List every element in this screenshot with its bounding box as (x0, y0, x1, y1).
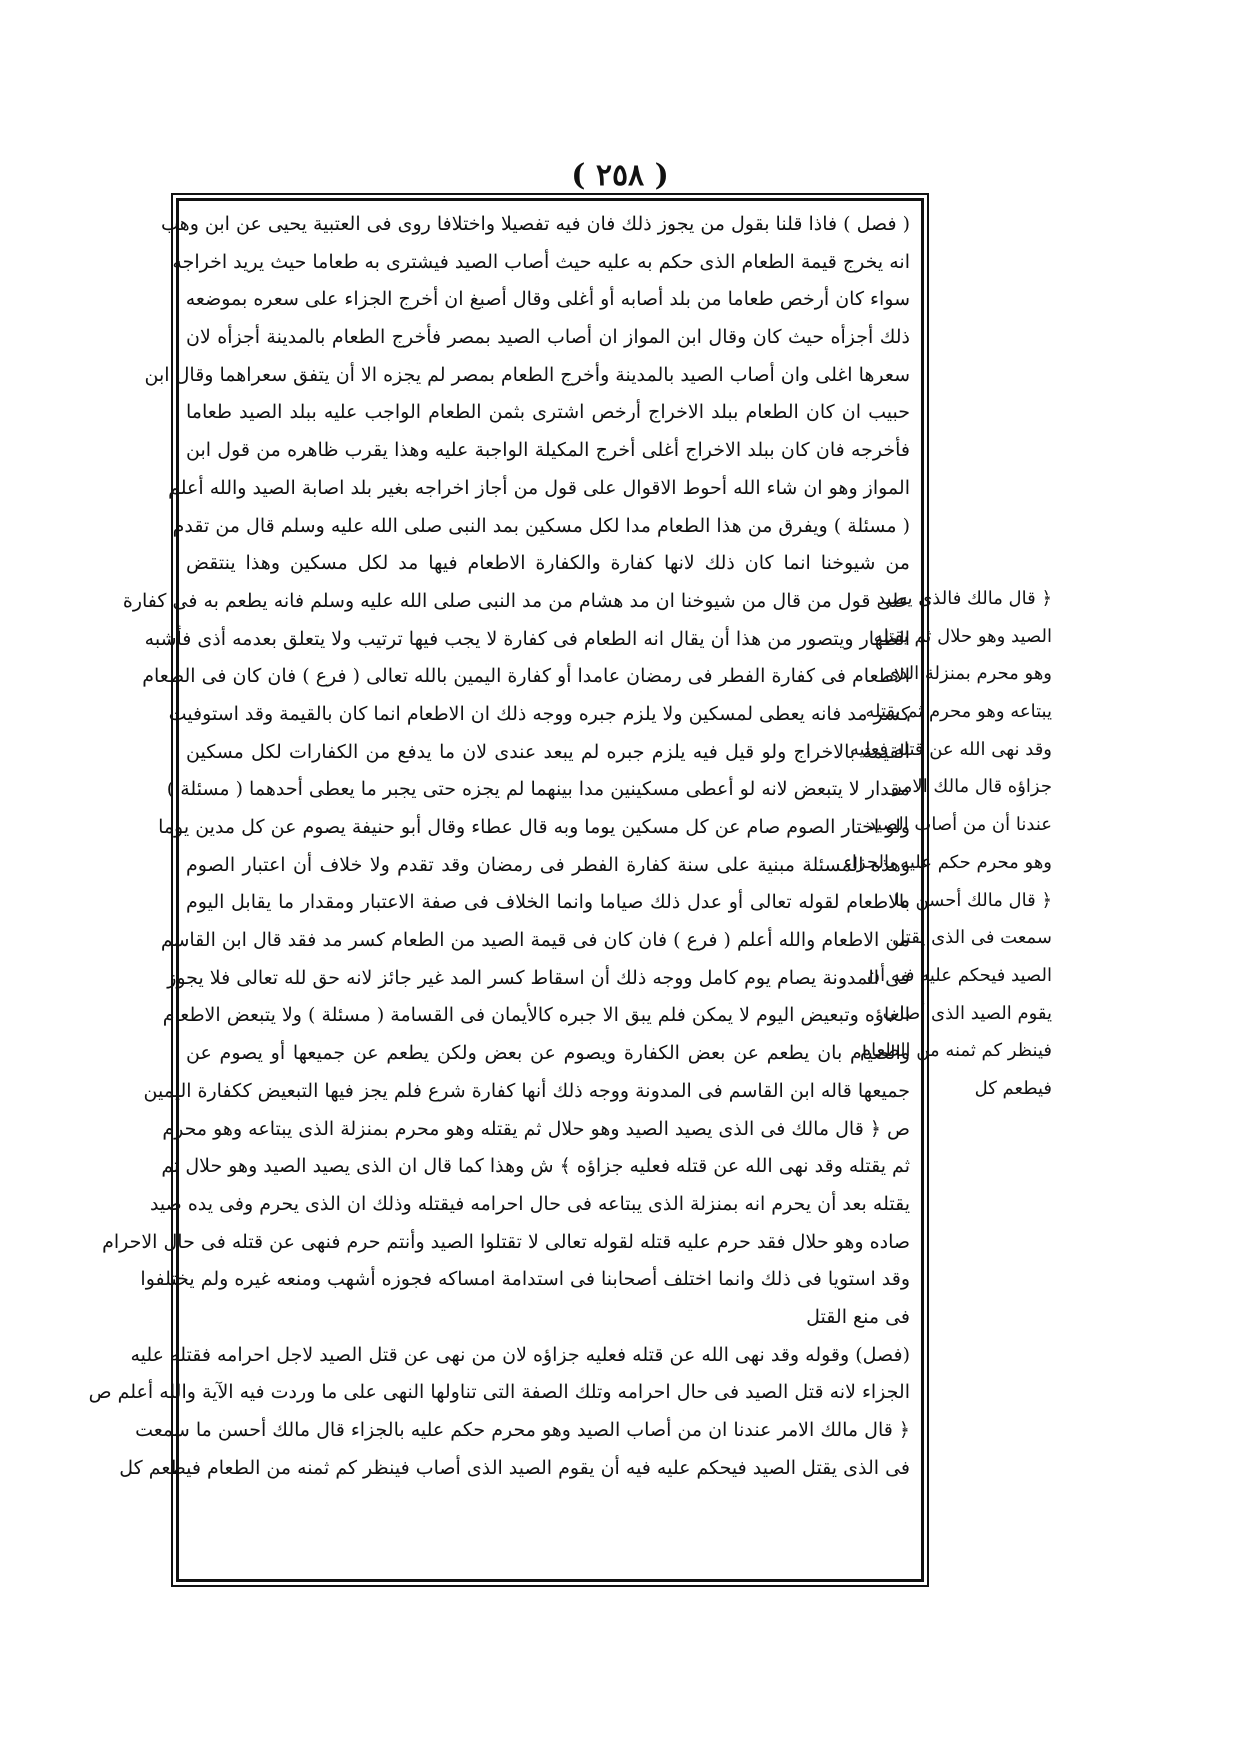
text-line: والصيام بان يطعم عن بعض الكفارة ويصوم عن بعض ولكن يطعم عن جميعها أو يصوم عن (186, 1042, 910, 1065)
text-line: جميعها قاله ابن القاسم فى المدونة ووجه ذلك أنها كفارة شرع فلم يجز فيها التبعيض ككفارة اليمين (143, 1079, 910, 1102)
text-line: على قول من قال من شيوخنا ان مد هشام من مد النبى صلى الله عليه وسلم فانه يطعم به فى كفارة (122, 589, 910, 612)
margin-line: فيطعم كل (974, 1077, 1052, 1099)
text-line: ذلك أجزأه حيث كان وقال ابن المواز ان أصاب الصيد بمصر فأخرج الطعام بالمدينة أجزأه لان (186, 326, 910, 349)
text-line: ( فصل ) فاذا قلنا بقول من يجوز ذلك فان فيه تفصيلا واختلافا روى فى العتبية يحيى عن ابن وهب (161, 213, 910, 235)
page-number: ( ٢٥٨ ) (571, 158, 669, 193)
text-line: سعرها اغلى وان أصاب الصيد بالمدينة وأخرج الطعام بمصر لم يجزه الا أن يتفق سعراهما وقال ابن (144, 363, 910, 386)
text-line: فى الذى يقتل الصيد فيحكم عليه فيه أن يقوم الصيد الذى أصاب فينظر كم ثمنه من الطعام فيطعم كل (119, 1456, 910, 1479)
text-line: حبيب ان كان الطعام ببلد الاخراج أرخص اشترى بثمن الطعام الواجب عليه ببلد الصيد طعاما (186, 401, 910, 424)
text-line: ﴿ قال مالك الامر عندنا ان من أصاب الصيد وهو محرم حكم عليه بالجزاء قال مالك أحسن ما سمعت (135, 1419, 910, 1441)
text-line: بالاطعام لقوله تعالى أو عدل ذلك صياما وانما الخلاف فى صفة الاعتبار ومقدار ما يقابل اليوم (186, 891, 910, 914)
text-line: يقتله بعد أن يحرم انه بمنزلة الذى يبتاعه فى حال احرامه فيقتله وذلك ان الذى يحرم وفى يده صيد (149, 1192, 910, 1215)
text-line: ( مسئلة ) ويفرق من هذا الطعام مدا لكل مسكين بمد النبى صلى الله عليه وسلم قال من تقدم (172, 514, 910, 537)
margin-line: يبتاعه وهو محرم ثم يقتله (865, 701, 1052, 723)
margin-line: ﴿ قال مالك أحسن ما (894, 889, 1052, 911)
text-line: (فصل) وقوله وقد نهى الله عن قتله فعليه جزاؤه لان من نهى عن قتل الصيد لاجل احرامه فقتله عليه (130, 1343, 910, 1366)
margin-line: الصيد وهو حلال ثم يقتله (873, 625, 1052, 647)
text-line: سواء كان أرخص طعاما من بلد أصابه أو أغلى وقال أصبغ ان أخرج الجزاء على سعره بموضعه (185, 288, 910, 311)
text-line: وقد استويا فى ذلك وانما اختلف أصحابنا فى استدامة امساكه فجوزه أشهب ومنعه غيره ولم يختلفوا (140, 1268, 910, 1291)
text-line: من الاطعام والله أعلم ( فرع ) فان كان فى قيمة الصيد من الطعام كسر مد فقد قال ابن القاسم (160, 929, 910, 952)
margin-line: جزاؤه قال مالك الامر (892, 776, 1052, 798)
margin-text-column (843, 580, 1052, 1108)
margin-line: يقوم الصيد الذى أصاب (882, 1002, 1052, 1024)
text-line: صاده وهو حلال فقد حرم عليه قتله لقوله تعالى لا تقتلوا الصيد وأنتم حرم فنهى عن قتله فى حال الاحرام (102, 1230, 910, 1253)
text-line: انه يخرج قيمة الطعام الذى حكم به عليه حيث أصاب الصيد فيشترى به طعاما حيث يريد اخراجه (172, 250, 910, 273)
text-line: فى منع القتل (806, 1305, 910, 1328)
text-line: مقدار لا يتبعض لانه لو أعطى مسكينين مدا بينهما لم يجزه حتى يجبر ما يعطى أحدهما ( مسئلة ) (166, 778, 910, 801)
margin-line: ﴿ قال مالك فالذى يصيد (877, 588, 1052, 609)
text-line: فى المدونة يصام يوم كامل ووجه ذلك أن اسقاط كسر المد غير جائز لانه حق لله تعالى فلا يجوز (167, 966, 910, 989)
text-line: فأخرجه فان كان ببلد الاخراج أغلى أخرج المكيلة الواجبة عليه وهذا يقرب ظاهره من قول ابن (186, 439, 910, 462)
text-line: المواز وهو ان شاء الله أحوط الاقوال على قول من أجاز اخراجه بغير بلد اصابة الصيد والله أعلم (168, 476, 910, 499)
text-line: ولو اختار الصوم صام عن كل مسكين يوما وبه قال عطاء وقال أبو حنيفة يصوم عن كل مدين يوما (158, 816, 910, 838)
text-line: الاطعام فى كفارة الفطر فى رمضان عامدا أو كفارة اليمين بالله تعالى ( فرع ) فان كان فى الطعام (142, 665, 910, 688)
text-line: القيمة بالاخراج ولو قيل فيه يلزم جبره لم يبعد عندى لان ما يدفع من الكفارات لكل مسكين (186, 740, 910, 763)
main-text-column (88, 206, 910, 1566)
margin-line: وهو محرم بمنزلة الذى (885, 663, 1052, 685)
text-line: ص ﴿ قال مالك فى الذى يصيد الصيد وهو حلال ثم يقتله وهو محرم بمنزلة الذى يبتاعه وهو محرم (162, 1117, 910, 1140)
text-line: وهذه المسئلة مبنية على سنة كفارة الفطر فى رمضان وقد تقدم ولا خلاف أن اعتبار الصوم (186, 853, 910, 876)
margin-line: فينظر كم ثمنه من الطعام (859, 1040, 1052, 1062)
text-line: الغاؤه وتبعيض اليوم لا يمكن فلم يبق الا جبره كالأيمان فى القسامة ( مسئلة ) ولا يتبعض الاطعام (162, 1004, 910, 1027)
text-line: من شيوخنا انما كان ذلك لانها كفارة والكفارة الاطعام فيها مد لكل مسكين وهذا ينتقض (186, 552, 910, 575)
margin-line: عندنا أن من أصاب الصيد (867, 814, 1052, 836)
text-line: الظهار ويتصور من هذا أن يقال انه الطعام فى كفارة لا يجب فيها ترتيب ولا يتعلق بعدمه أذى فأشبه (144, 627, 910, 650)
margin-line: وقد نهى الله عن قتله فعليه (849, 738, 1052, 760)
text-line: ثم يقتله وقد نهى الله عن قتله فعليه جزاؤه ﴾ ش وهذا كما قال ان الذى يصيد الصيد وهو حلال ثم (161, 1155, 910, 1178)
margin-line: وهو محرم حكم عليه بالجزاء (843, 851, 1052, 873)
margin-line: الصيد فيحكم عليه فيه أن (866, 964, 1052, 986)
text-line: الجزاء لانه قتل الصيد فى حال احرامه وتلك الصفة التى تناولها النهى على ما وردت فيه الآية والله أعلم ص (88, 1381, 910, 1404)
margin-line: سمعت فى الذى يقتل (892, 927, 1052, 949)
text-line: كسر مد فانه يعطى لمسكين ولا يلزم جبره ووجه ذلك ان الاطعام انما كان بالقيمة وقد استوفيت (168, 702, 910, 725)
